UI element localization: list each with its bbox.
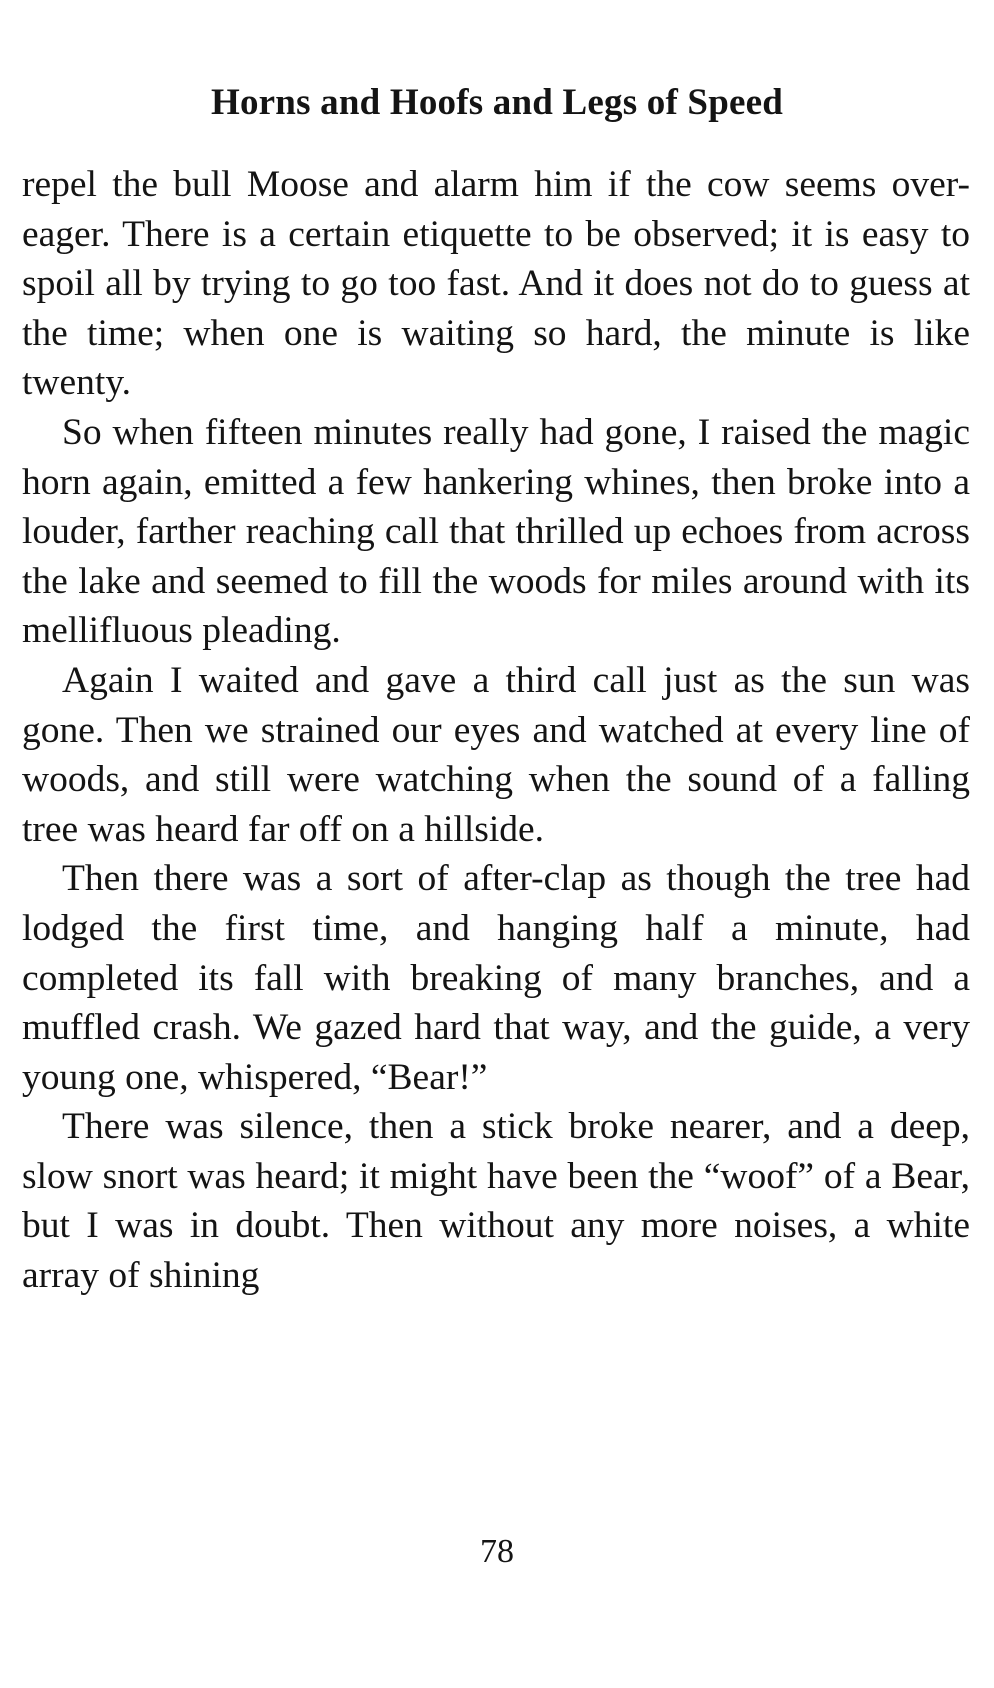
paragraph: There was silence, then a stick broke nearer, and a deep, slow snort was heard; it might have been the “woof” of a Bear, but I was in doubt. Then without any more noises, a white array of shining [22, 1106, 970, 1297]
paragraph: Again I waited and gave a third call just as the sun was gone. Then we strained our eyes and watched at every line of woods, and still were watching when the sound of a falling tree was heard far off on a hillside. [22, 659, 970, 850]
paragraph: Then there was a sort of after-clap as though the tree had lodged the first time, and hanging half a minute, had completed its fall with breaking of many branches, and a muffled crash. We gazed hard that way, and the guide, a very young one, whispered, “Bear!” [22, 858, 970, 1098]
body-text [22, 160, 970, 1301]
paragraph: So when fifteen minutes really had gone, I raised the magic horn again, emitted a few hankering whines, then broke into a louder, farther reaching call that thrilled up echoes from across the lake and seemed to fill the woods for miles around with its mellifluous pleading. [22, 411, 970, 652]
running-head: Horns and Hoofs and Legs of Speed [211, 82, 783, 123]
paragraph-continued: repel the bull Moose and alarm him if the cow seems over-eager. There is a certain etiquette to be observed; it is easy to spoil all by trying to go too fast. And it does not do to guess at the time; when one is waiting so hard, the minute is like twenty. [22, 164, 970, 404]
page-number: 78 [480, 1533, 514, 1570]
